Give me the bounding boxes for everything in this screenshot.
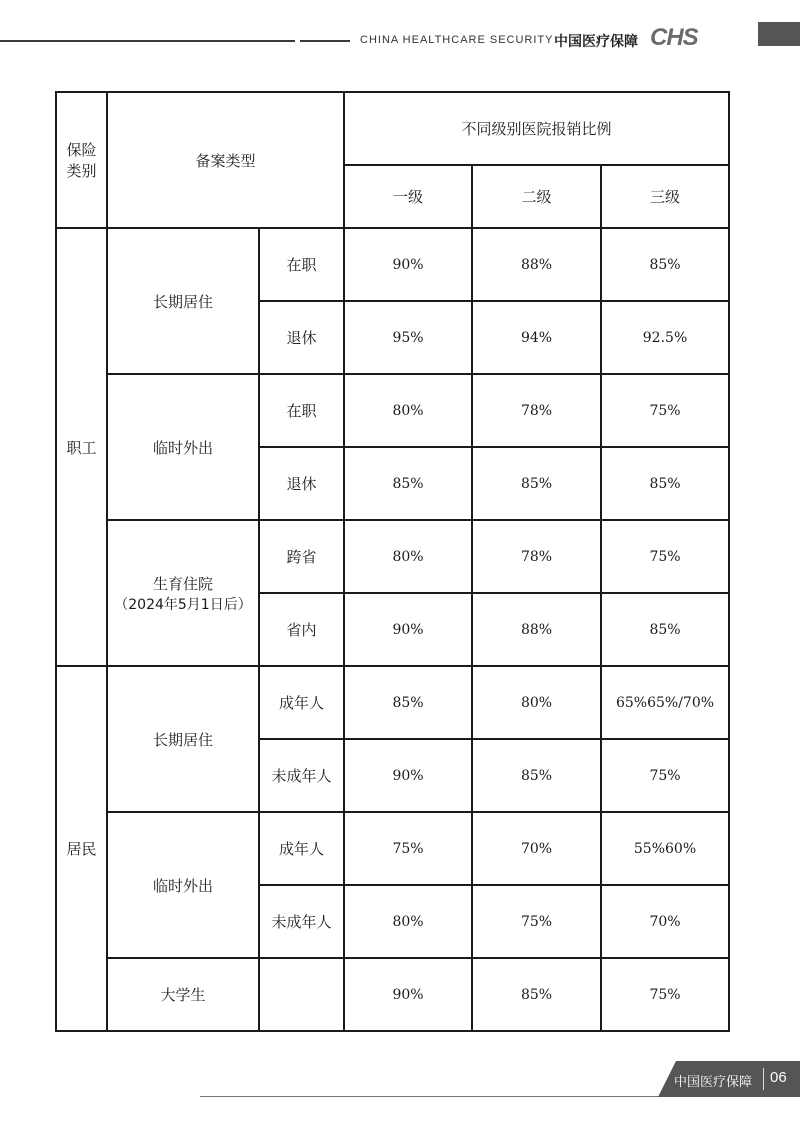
level-2-header: 二级 xyxy=(472,165,601,228)
section-label: 长期居住 xyxy=(107,228,259,374)
value-cell: 80% xyxy=(472,666,601,739)
sub-label: 退休 xyxy=(259,301,344,374)
table-row xyxy=(56,958,729,1031)
table-row xyxy=(56,812,729,885)
sub-label xyxy=(259,958,344,1031)
value-cell: 85% xyxy=(601,228,729,301)
value-cell: 90% xyxy=(344,593,472,666)
table-row xyxy=(56,666,729,739)
value-cell: 80% xyxy=(344,374,472,447)
value-cell: 75% xyxy=(472,885,601,958)
table-row xyxy=(56,374,729,447)
section-label-note: （2024年5月1日后） xyxy=(114,596,252,613)
sub-label: 成年人 xyxy=(259,666,344,739)
value-cell: 90% xyxy=(344,739,472,812)
sub-label: 退休 xyxy=(259,447,344,520)
page-number: 06 xyxy=(770,1069,787,1086)
section-label-main: 生育住院 xyxy=(152,574,213,593)
value-cell: 85% xyxy=(472,739,601,812)
section-label: 长期居住 xyxy=(107,666,259,812)
sub-label: 在职 xyxy=(259,374,344,447)
section-label: 临时外出 xyxy=(107,374,259,520)
value-cell: 88% xyxy=(472,228,601,301)
header-row-1 xyxy=(56,92,729,165)
value-cell: 75% xyxy=(601,958,729,1031)
footer-title: 中国医疗保障 xyxy=(674,1075,753,1090)
value-cell: 70% xyxy=(601,885,729,958)
insurance-type-header: 保险 类别 xyxy=(56,92,107,228)
sub-label: 成年人 xyxy=(259,812,344,885)
section-label xyxy=(107,520,259,666)
footer-separator xyxy=(763,1068,764,1090)
sub-label: 在职 xyxy=(259,228,344,301)
value-cell: 75% xyxy=(601,520,729,593)
value-cell: 90% xyxy=(344,958,472,1031)
value-cell: 80% xyxy=(344,520,472,593)
filing-type-header: 备案类型 xyxy=(107,92,344,228)
value-cell: 90% xyxy=(344,228,472,301)
value-cell: 80% xyxy=(344,885,472,958)
sub-label: 跨省 xyxy=(259,520,344,593)
value-cell: 75% xyxy=(344,812,472,885)
value-cell: 85% xyxy=(344,666,472,739)
table-row xyxy=(56,228,729,301)
value-cell: 75% xyxy=(601,374,729,447)
level-3-header: 三级 xyxy=(601,165,729,228)
header-gray-block xyxy=(758,22,800,46)
value-cell: 85% xyxy=(344,447,472,520)
value-cell: 65%65%/70% xyxy=(601,666,729,739)
sub-label: 未成年人 xyxy=(259,885,344,958)
header-rule-mid xyxy=(300,40,350,42)
value-cell: 85% xyxy=(601,593,729,666)
value-cell: 94% xyxy=(472,301,601,374)
header-english-title: CHINA HEALTHCARE SECURITY xyxy=(360,34,554,46)
value-cell: 75% xyxy=(601,739,729,812)
group-label: 职工 xyxy=(56,228,107,666)
value-cell: 78% xyxy=(472,520,601,593)
sub-label: 省内 xyxy=(259,593,344,666)
chs-logo: CHS xyxy=(650,24,698,51)
section-label: 临时外出 xyxy=(107,812,259,958)
value-cell: 85% xyxy=(472,958,601,1031)
value-cell: 85% xyxy=(601,447,729,520)
value-cell: 55%60% xyxy=(601,812,729,885)
reimbursement-table xyxy=(55,91,730,1032)
header-chinese-title: 中国医疗保障 xyxy=(554,34,638,50)
sub-label: 未成年人 xyxy=(259,739,344,812)
header-rule-left xyxy=(0,40,295,42)
table-row xyxy=(56,520,729,593)
level-1-header: 一级 xyxy=(344,165,472,228)
value-cell: 95% xyxy=(344,301,472,374)
group-label: 居民 xyxy=(56,666,107,1031)
value-cell: 85% xyxy=(472,447,601,520)
ratio-group-header: 不同级别医院报销比例 xyxy=(344,92,729,165)
value-cell: 92.5% xyxy=(601,301,729,374)
value-cell: 70% xyxy=(472,812,601,885)
value-cell: 88% xyxy=(472,593,601,666)
value-cell: 78% xyxy=(472,374,601,447)
section-label: 大学生 xyxy=(107,958,259,1031)
